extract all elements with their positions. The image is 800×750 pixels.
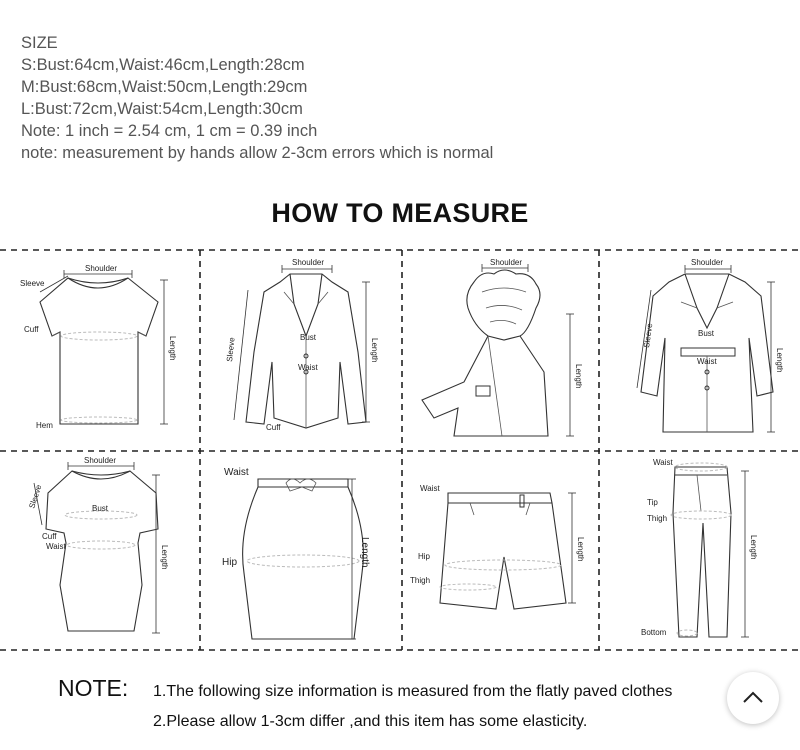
pants-waist-label: Waist <box>653 458 673 467</box>
skirt-hip-label: Hip <box>222 557 238 568</box>
coat-waist-label: Waist <box>697 357 717 366</box>
diagram-tshirt <box>0 252 198 450</box>
dress-length-label: Length <box>160 545 169 570</box>
blazer-cuff-label: Cuff <box>266 423 281 432</box>
pants-thigh-label: Thigh <box>647 514 668 523</box>
shorts-waist-label: Waist <box>420 484 440 493</box>
cape-shoulder-label: Shoulder <box>490 258 523 267</box>
size-note-error: note: measurement by hands allow 2-3cm errors which is normal <box>21 144 494 162</box>
chevron-up-icon <box>741 688 765 708</box>
coat-shoulder-label: Shoulder <box>691 258 724 267</box>
skirt-length-label: Length <box>359 537 370 568</box>
diagram-pants <box>601 453 800 649</box>
diagram-shorts <box>404 453 598 649</box>
blazer-waist-label: Waist <box>298 363 318 372</box>
pants-tip-label: Tip <box>647 498 658 507</box>
size-info <box>21 32 493 164</box>
diagram-coat <box>601 252 800 450</box>
shorts-thigh-label: Thigh <box>410 576 431 585</box>
tshirt-hem-label: Hem <box>36 421 53 430</box>
note-line-1: 1.The following size information is measured from the flatly paved clothes <box>153 683 673 700</box>
tshirt-cuff-label: Cuff <box>24 325 39 334</box>
diagram-blazer <box>202 252 400 450</box>
tshirt-sleeve-label: Sleeve <box>20 279 45 288</box>
note-line-2: 2.Please allow 1-3cm differ ,and this item has some elasticity. <box>153 713 588 730</box>
blazer-length-label: Length <box>370 338 379 363</box>
diagram-cape <box>404 252 598 450</box>
dress-sleeve-label: Sleeve <box>27 483 44 510</box>
diagram-dress <box>0 453 198 649</box>
cape-length-label: Length <box>574 364 583 389</box>
size-line-m: M:Bust:68cm,Waist:50cm,Length:29cm <box>21 78 308 96</box>
measure-grid <box>0 248 800 652</box>
note-heading: NOTE: <box>58 675 129 701</box>
shorts-length-label: Length <box>576 537 585 562</box>
dress-cuff-label: Cuff <box>42 532 57 541</box>
size-line-s: S:Bust:64cm,Waist:46cm,Length:28cm <box>21 56 305 74</box>
shorts-hip-label: Hip <box>418 552 431 561</box>
pants-length-label: Length <box>749 535 758 560</box>
tshirt-length-label: Length <box>168 336 177 361</box>
dress-waist-label: Waist <box>46 542 66 551</box>
size-heading: SIZE <box>21 34 58 52</box>
coat-length-label: Length <box>775 348 784 373</box>
scroll-to-top-button[interactable] <box>727 672 779 724</box>
blazer-bust-label: Bust <box>300 333 317 342</box>
coat-sleeve-label: Sleeve <box>642 322 655 349</box>
blazer-sleeve-label: Sleeve <box>225 336 237 363</box>
diagram-skirt <box>202 453 400 649</box>
pants-bottom-label: Bottom <box>641 628 667 637</box>
dress-bust-label: Bust <box>92 504 109 513</box>
how-to-measure-title: HOW TO MEASURE <box>271 198 529 228</box>
coat-bust-label: Bust <box>698 329 715 338</box>
tshirt-shoulder-label: Shoulder <box>85 264 118 273</box>
blazer-shoulder-label: Shoulder <box>292 258 325 267</box>
skirt-waist-label: Waist <box>224 467 249 478</box>
size-line-l: L:Bust:72cm,Waist:54cm,Length:30cm <box>21 100 303 118</box>
size-note-conversion: Note: 1 inch = 2.54 cm, 1 cm = 0.39 inch <box>21 122 318 140</box>
dress-shoulder-label: Shoulder <box>84 456 117 465</box>
